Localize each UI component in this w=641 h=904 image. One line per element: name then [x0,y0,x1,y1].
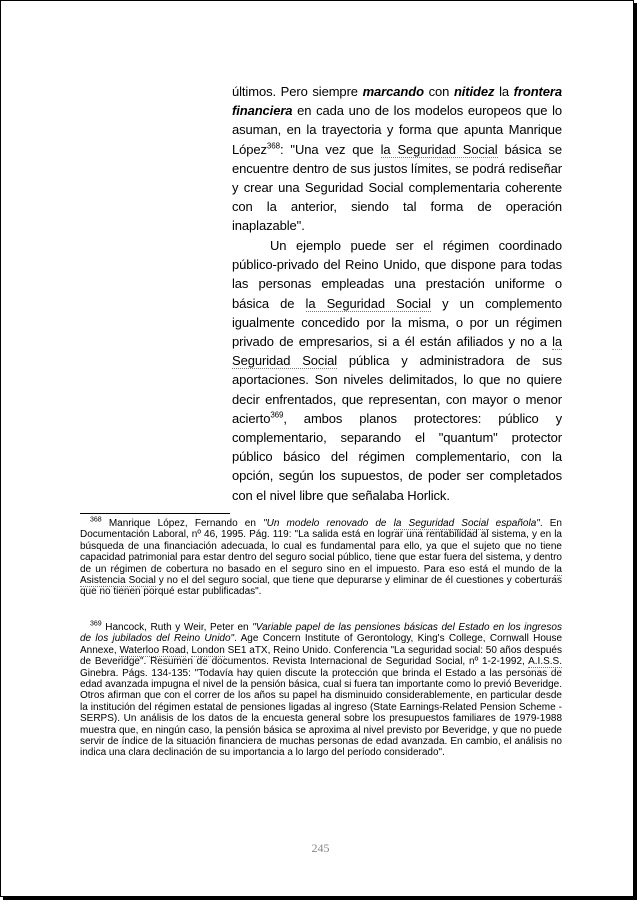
p2-text-a: Un ejemplo puede ser el régimen coordinado público-privado del Reino Unido, que dispone para todas las personas empleadas una prestación uniforme o básica de [232,238,562,311]
footnote-number: 368 [90,516,102,524]
fn2-text-e: Ginebra. Págs. 134-135: "Todavía hay quien discute la protección que brinda el Estado a las personas de edad avanzada impugna el nivel de la pensión básica, cual si fuera tan importante como lo previó Beveridge. Otros afirman que con el correr de los años su papel ha disminuido considerablemente, en particular desde la institución del régimen estatal de pensiones ligadas al ingreso (State Earnings-Related Pension Scheme - SERPS). Un análisis de los datos de la encuesta general sobre los presupuestos familiares de 1979-1988 muestra que, en ningún caso, la pensión básica se aproxima al nivel previsto por Beveridge, y que no puede servir de índice de la situación financiera de muchas personas de edad avanzada. En cambio, el análisis no indica una clara declinación de su importancia a lo largo del período considerado". [80,667,562,759]
footnote-ref-368[interactable]: 368 [266,141,280,151]
fn1-link-asistencia-social[interactable]: la Asistencia Social [80,563,562,587]
fn1-title-2: española" [488,518,540,529]
footnote-ref-369[interactable]: 369 [270,410,284,420]
body-paragraph-2 [232,236,562,505]
p1-text-e: la [494,84,514,99]
p1-text-c: con [423,84,454,99]
p1-emphasis-frontera: frontera financiera [232,84,562,119]
fn2-link-london[interactable]: London [191,644,225,656]
fn1-text-a: Manrique López, Fernando en [101,518,264,529]
p2-text-c: pública y administradora de sus aportaciones. Son niveles delimitados, lo que no quiere decir enfrentados, que representan, con mayor o menor acierto [232,353,563,426]
body-paragraph-1 [232,82,562,236]
p1-text-a: últimos. Pero siempre [232,84,363,99]
fn2-text-c: , [185,644,192,656]
fn1-text-c: y no el del seguro social, que tiene que depurarse y eliminar de él cuestiones y coberturas que no tienen porqué estar publificadas". [80,575,562,598]
fn2-link-waterloo-road[interactable]: Waterloo Road [119,644,186,656]
footnote-separator [80,513,230,514]
fn1-text-b: . En Documentación Laboral, nº 46, 1995. Pág. 119: "La salida está en lograr una rentabilidad al sistema, y en la búsqueda de una financiación adecuada, lo cual es fundamental para ello, ya que el sujeto que no tiene capacidad patrimonial para estar dentro del seguro social público, tiene que estar fuera del sistema, y dentro de un régimen de cobertura no basado en el seguro sino en el impuesto. Para eso está el mundo de [80,518,562,575]
fn2-text-d: SE1 aTX, Reino Unido. Conferencia "La seguridad social: 50 años después de Beveridge". Resumen de documentos. Revista Internacional de Seguridad Social, nº 1-2-1992, [80,644,562,668]
p2-text-d: , ambos planos protectores: público y complementario, separando el "quantum" protector público básico del régimen complementario, con la opción, según los supuestos, de poder ser completados con el nivel libre que señalaba Horlick. [232,410,562,503]
p1-text-g: en cada uno de los modelos europeos que lo asuman, en la trayectoria y forma que apunta Manrique López [232,103,562,157]
p2-link-seguridad-social-1[interactable]: la Seguridad Social [305,295,431,311]
p1-emphasis-nitidez: nitidez [453,84,495,99]
p1-emphasis-marcando: marcando [362,84,424,99]
fn2-text-b: . Age Concern Institute of Gerontology, King's College, Cornwall House Annexe, [80,633,563,656]
fn1-link-seguridad-social[interactable]: la Seguridad Social [393,518,489,529]
p1-link-seguridad-social[interactable]: la Seguridad Social [380,141,498,157]
footnote-368 [80,518,562,598]
fn2-link-aiss[interactable]: A.I.S.S. [528,656,562,668]
p1-text-h: : "Una vez que [279,141,381,157]
fn2-title: "Variable papel de las pensiones básicas del Estado en los ingresos de los jubilados del Reino Unido" [80,622,562,645]
fn2-text-a: Hancock, Ruth y Weir, Peter en [101,622,253,633]
fn1-title-1: "Un modelo renovado de [263,518,394,529]
p1-text-i: básica se encuentre dentro de sus justos límites, se podrá rediseñar y crear una Seguridad Social complementaria coherente con la anterior, siendo tal forma de operación inaplazable". [232,141,562,234]
p2-text-b: y un complemento igualmente concedido por la misma, o por un régimen privado de empresarios, si a él están afiliados y no a [232,295,563,350]
footnote-369 [80,622,562,759]
footnote-number: 369 [90,620,102,628]
p2-link-seguridad-social-2[interactable]: la Seguridad Social [232,334,562,369]
page-number: 245 [311,841,330,855]
